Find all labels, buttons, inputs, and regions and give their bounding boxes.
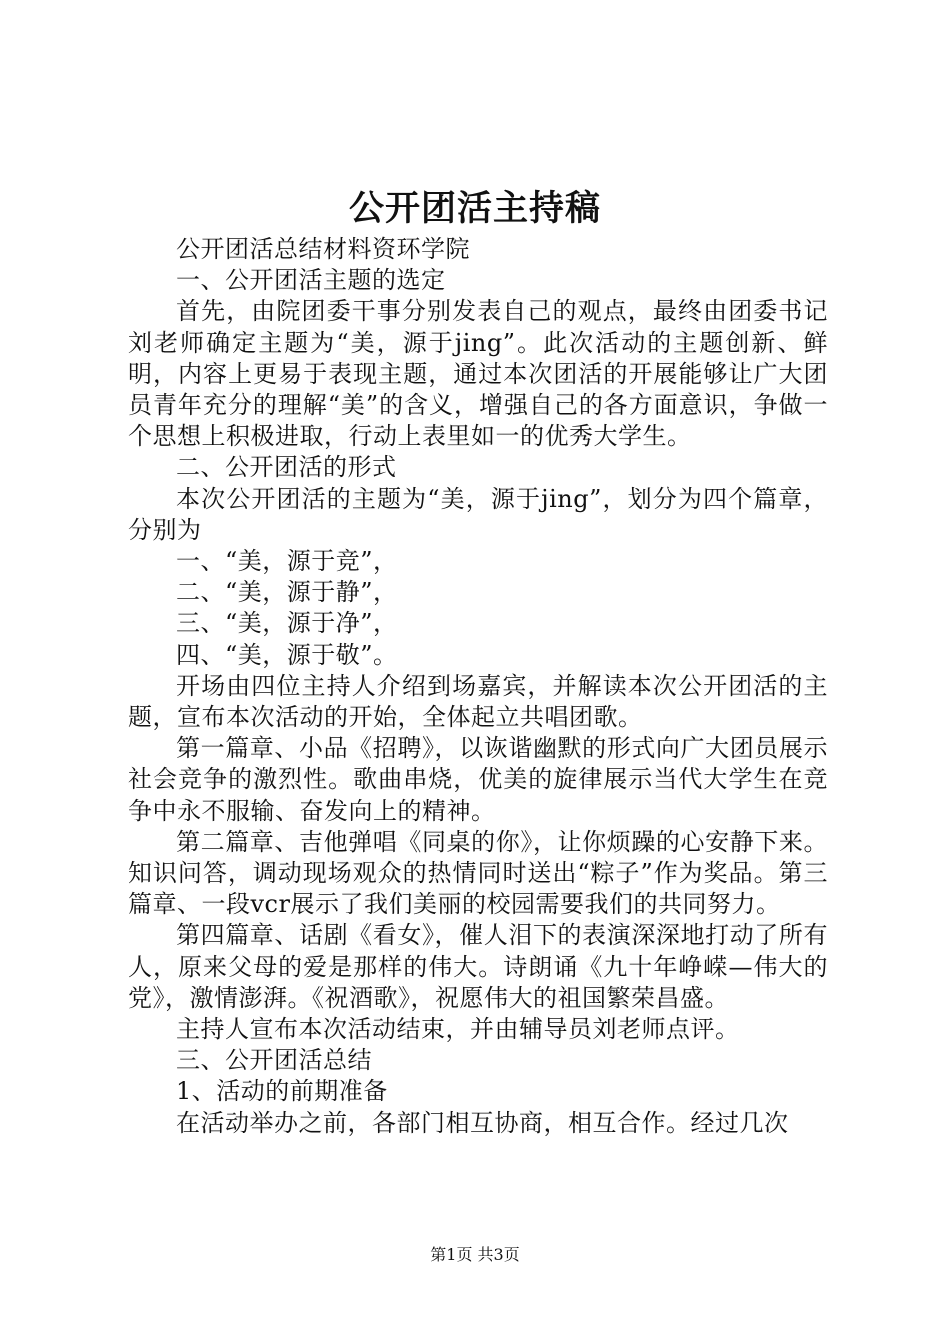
list-item: 一、“美，源于竞”，	[176, 547, 398, 576]
paragraph-chapter-4: 第四篇章、话剧《看女》，催人泪下的表演深深地打动了所有人，原来父母的爱是那样的伟大。诗朗诵《九十年峥嵘—伟大的党》，激情澎湃。《祝酒歌》，祝愿伟大的祖国繁荣昌盛。	[128, 921, 828, 1012]
paragraph-opening: 开场由四位主持人介绍到场嘉宾，并解读本次公开团活的主题，宣布本次活动的开始，全体起立共唱团歌。	[128, 671, 828, 732]
section-heading-1: 一、公开团活主题的选定	[176, 266, 446, 295]
section-heading-3: 三、公开团活总结	[176, 1046, 372, 1075]
paragraph-form: 本次公开团活的主题为“美，源于jing”，划分为四个篇章，分别为	[128, 484, 828, 544]
paragraph-chapter-2-3: 第二篇章、吉他弹唱《同桌的你》，让你烦躁的心安静下来。知识问答，调动现场观众的热情同时送出“粽子”作为奖品。第三篇章、一段vcr展示了我们美丽的校园需要我们的共同努力。	[128, 827, 828, 919]
subsection-heading-1: 1、活动的前期准备	[176, 1077, 388, 1106]
paragraph-closing: 主持人宣布本次活动结束，并由辅导员刘老师点评。	[176, 1015, 740, 1044]
paragraph-intro: 公开团活总结材料资环学院	[176, 235, 470, 263]
section-heading-2: 二、公开团活的形式	[176, 453, 397, 482]
paragraph-preparation: 在活动举办之前，各部门相互协商，相互合作。经过几次	[176, 1108, 789, 1137]
document-title: 公开团活主持稿	[348, 189, 601, 229]
document-body	[128, 234, 828, 1139]
page-number-footer: 第1页 共3页	[430, 1245, 520, 1264]
list-item: 三、“美，源于净”，	[176, 609, 398, 638]
list-item: 四、“美，源于敬”。	[176, 640, 398, 669]
paragraph-chapter-1: 第一篇章、小品《招聘》，以诙谐幽默的形式向广大团员展示社会竞争的激烈性。歌曲串烧，优美的旋律展示当代大学生在竞争中永不服输、奋发向上的精神。	[128, 734, 828, 825]
paragraph-theme: 首先，由院团委干事分别发表自己的观点，最终由团委书记刘老师确定主题为“美，源于jing”。此次活动的主题创新、鲜明，内容上更易于表现主题，通过本次团活的开展能够让广大团员青年充分的理解“美”的含义，增强自己的各方面意识，争做一个思想上积极进取，行动上表里如一的优秀大学生。	[128, 297, 828, 451]
list-item: 二、“美，源于静”，	[176, 578, 398, 607]
